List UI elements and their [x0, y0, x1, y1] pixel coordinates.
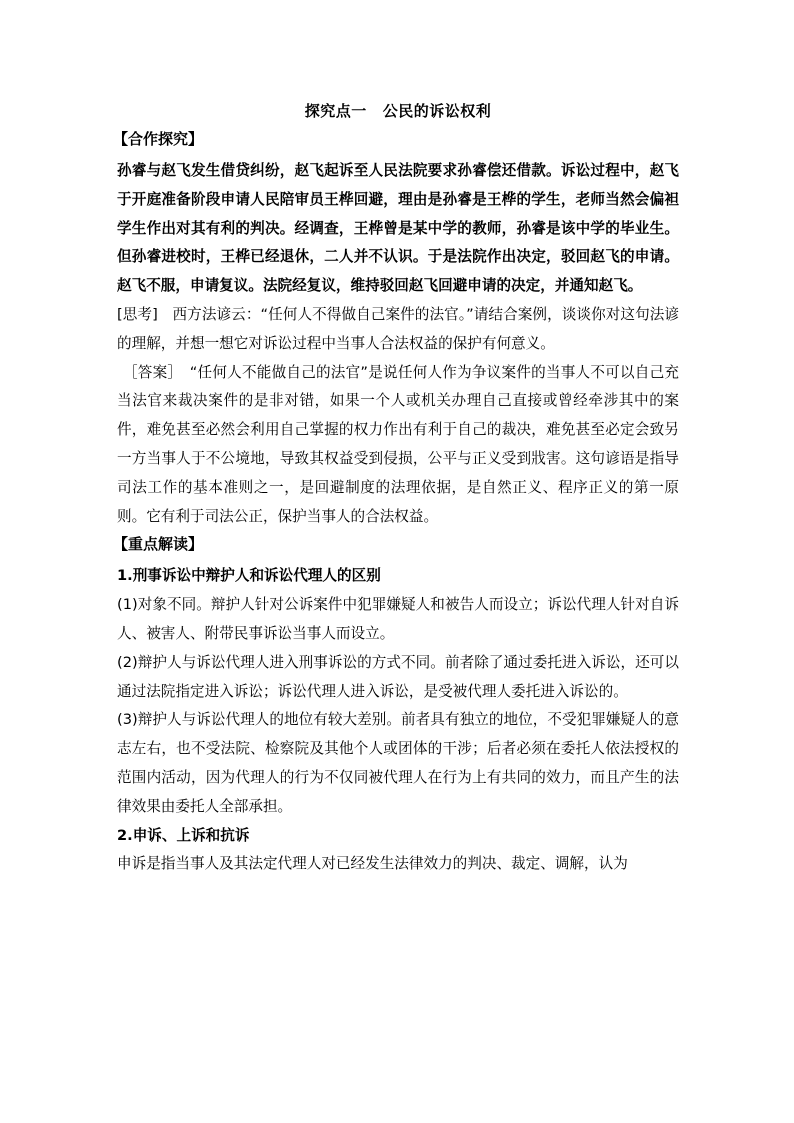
page-title — [117, 100, 679, 122]
point1-item-3: (3)辩护人与诉讼代理人的地位有较大差别。前者具有独立的地位，不受犯罪嫌疑人的意志左右，也不受法院、检察院及其他个人或团体的干涉；后者必须在委托人依法授权的范围内活动，因为代理人的行为不仅同被代理人在行为上有共同的效力，而且产生的法律效果由委托人全部承担。 — [117, 711, 679, 815]
case-paragraph: 孙睿与赵飞发生借贷纠纷，赵飞起诉至人民法院要求孙睿偿还借款。诉讼过程中，赵飞于开庭准备阶段申请人民陪审员王桦回避，理由是孙睿是王桦的学生，老师当然会偏袒学生作出对其有利的判决。经调查，王桦曾是某中学的教师，孙睿是该中学的毕业生。但孙睿进校时，王桦已经退休，二人并不认识。于是法院作出决定，驳回赵飞的申请。赵飞不服，申请复议。法院经复议，维持驳回赵飞回避申请的决定，并通知赵飞。 — [117, 162, 679, 295]
document-page — [113, 100, 679, 879]
point1-item-2: (2)辩护人与诉讼代理人进入刑事诉讼的方式不同。前者除了通过委托进入诉讼，还可以通过法院指定进入诉讼；诉讼代理人进入诉讼，是受被代理人委托进入诉讼的。 — [117, 653, 679, 700]
point2-title: 2.申诉、上诉和抗诉 — [117, 826, 250, 844]
point2-paragraph: 申诉是指当事人及其法定代理人对已经发生法律效力的判决、裁定、调解，认为 — [117, 855, 628, 873]
answer-paragraph: ［答案］ “任何人不能做自己的法官”是说任何人作为争议案件的当事人不可以自己充当法官来裁决案件的是非对错，如果一个人或机关办理自己直接或曾经牵涉其中的案件，难免甚至必然会利用自己掌握的权力作出有利于自己的裁决，难免甚至必定会致另一方当事人于不公境地，导致其权益受到侵损，公平与正义受到戕害。这句谚语是指导司法工作的基本准则之一，是回避制度的法理依据，是自然正义、程序正义的第一原则。它有利于司法公正，保护当事人的合法权益。 — [117, 363, 679, 525]
section-heading-key-points: 【重点解读】 — [113, 535, 204, 554]
title-part2: 公民的诉讼权利 — [382, 102, 492, 120]
section-heading-cooperative-inquiry: 【合作探究】 — [113, 130, 204, 148]
case-block — [117, 157, 679, 301]
title-part1: 探究点一 — [304, 102, 367, 120]
question-paragraph: [思考] 西方法谚云：“任何人不得做自己案件的法官。”请结合案例，谈谈你对这句法谚的理解，并想一想它对诉讼过程中当事人合法权益的保护有何意义。 — [117, 305, 679, 352]
point1-title: 1.刑事诉讼中辩护人和诉讼代理人的区别 — [117, 567, 381, 585]
point1-item-1: (1)对象不同。辩护人针对公诉案件中犯罪嫌疑人和被告人而设立；诉讼代理人针对自诉人、被害人、附带民事诉讼当事人而设立。 — [117, 596, 679, 642]
